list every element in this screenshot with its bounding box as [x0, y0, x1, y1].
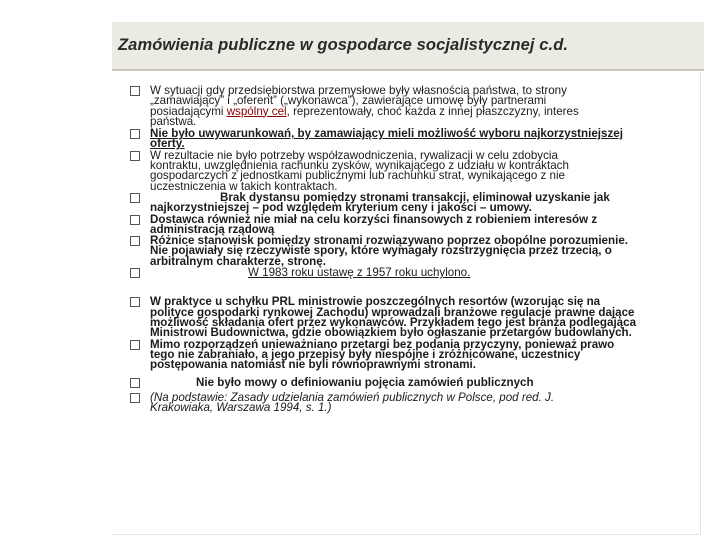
list-item — [128, 212, 694, 236]
square-bullet-icon — [130, 268, 140, 278]
square-bullet-icon — [130, 393, 140, 403]
square-bullet-icon — [130, 86, 140, 96]
bullet-list — [128, 86, 694, 413]
item-text: W 1983 roku ustawę z 1957 roku uchylono. — [248, 266, 471, 280]
list-item — [128, 378, 694, 388]
square-bullet-icon — [130, 193, 140, 203]
item-text-continued: , reprezentowały, choć każda z innej płaszczyzny, interes państwa. — [150, 104, 579, 128]
list-item — [128, 86, 694, 127]
list-item — [128, 297, 694, 338]
item-text: Nie było mowy o definiowaniu pojęcia zamówień publicznych — [196, 376, 534, 390]
item-text: Brak dystansu pomiędzy stronami transakcji, eliminował uzyskanie jak najkorzystniejszej – pod względem kryterium ceny i jakości – umowy. — [150, 190, 610, 215]
list-item — [128, 190, 694, 215]
list-item — [128, 268, 694, 278]
item-text: Różnice stanowisk pomiędzy stronami rozwiązywano poprzez obopólne porozumienie. Nie pojawiały się rzeczywiste spory, które wymagały rozstrzygnięcia przez trzecią, o arbitralnym charakterze, stronę. — [150, 234, 628, 268]
item-text: W sytuacji gdy przedsiębiorstwa przemysłowe były własnością państwa, to strony „zamawiający” i „oferent” („wykonawca”), zawierające umowę były partnerami posiadającymi — [150, 84, 567, 118]
list-item — [128, 236, 694, 267]
list-item — [128, 148, 694, 193]
list-item — [128, 337, 694, 372]
source-citation: (Na podstawie: Zasady udzielania zamówień publicznych w Polsce, pod red. J. Krakowiaka, Warszawa 1994, s. 1.) — [150, 390, 555, 415]
square-bullet-icon — [130, 215, 140, 225]
list-item — [128, 390, 694, 415]
square-bullet-icon — [130, 297, 140, 307]
item-text: Mimo rozporządzeń unieważniano przetargi bez podania przyczyny, ponieważ prawo tego nie zabraniało, a jego przepisy były niespójne i zróżnicowane, uczestnicy postępowania natomiast nie byli równoprawnymi stronami. — [150, 337, 615, 372]
square-bullet-icon — [130, 340, 140, 350]
square-bullet-icon — [130, 129, 140, 139]
slide-title: Zamówienia publiczne w gospodarce socjalistycznej c.d. — [118, 36, 569, 54]
square-bullet-icon — [130, 236, 140, 246]
list-item — [128, 129, 694, 150]
item-text: W rezultacie nie było potrzeby współzawodniczenia, rywalizacji w celu zdobycia kontraktu, uwzględnienia rachunku zysków, wynikającego z udziału w kontraktach gospodarczych z jednostkami publicznymi lub rachunku strat, wynikającego z nie uczestniczenia w takich kontraktach. — [150, 148, 569, 193]
item-text: Dostawca również nie miał na celu korzyści finansowych z robieniem interesów z administracją rządową — [150, 212, 598, 236]
title-underline — [112, 69, 704, 71]
square-bullet-icon — [130, 378, 140, 388]
item-text: W praktyce u schyłku PRL ministrowie poszczególnych resortów (wzorując się na polityce gospodarki rynkowej Zachodu) wprowadzali branżowe regulacje prawne dające możliwość składania ofert przez wykonawców. Przykładem tego jest branża podlegająca Ministrowi Budownictwa, gdzie obowiązkiem było ogłaszanie przetargów budowlanych. — [150, 295, 637, 340]
square-bullet-icon — [130, 151, 140, 161]
item-text: Nie było uwywarunkowań, by zamawiający mieli możliwość wyboru najkorzystniejszej oferty. — [150, 127, 623, 151]
item-emphasis: wspólny cel — [226, 104, 287, 118]
